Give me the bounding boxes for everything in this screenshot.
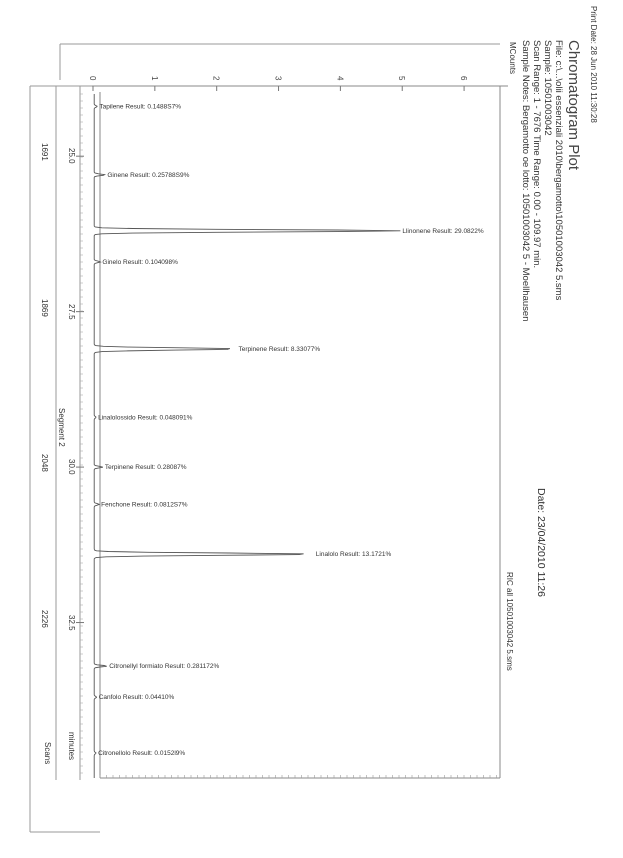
peak-label: Citronellyl formiato Result: 0.281172%	[109, 663, 220, 671]
x-tick-label: 32.5	[67, 614, 76, 631]
y-tick-label: 0	[88, 76, 97, 81]
print-date: Print Date: 28 Jun 2010 11:30:28	[589, 6, 598, 123]
segment-label: Segment 2	[57, 408, 66, 447]
peak-label: Canfolo Result: 0.04410%	[98, 694, 175, 702]
scan-tick-label: 1869	[40, 298, 49, 317]
y-tick-label: 6	[459, 76, 469, 81]
peak-label: Terpinene Result: 8.33077%	[238, 345, 321, 353]
peak-label: Citronellolo Result: 0.0152l9%	[98, 750, 186, 758]
y-tick-label: 4	[335, 76, 345, 81]
x-tick-label: 25.0	[67, 148, 76, 164]
peak-label: Llinonene Result: 29.0822%	[402, 227, 484, 235]
peak-label: Terpinene Result: 0.28087%	[104, 464, 187, 472]
peak-label: Linalolo Result: 13.1721%	[315, 551, 392, 559]
x-tick-label: 27.5	[67, 303, 76, 320]
y-tick-label: 3	[273, 76, 283, 81]
peak-label: Ginelo Result: 0.104098%	[102, 258, 178, 266]
x-tick-label: 30.0	[67, 459, 76, 475]
scan-range: Scan Range: 1 - 7676 Time Range: 0.00 - 109.97 min.	[531, 40, 542, 269]
peak-label: Tapilene Result: 0.1488S7%	[99, 103, 182, 111]
y-tick-label: 1	[149, 76, 159, 81]
peak-label: Fenchone Result: 0.0812S7%	[101, 501, 188, 509]
scan-tick-label: 2048	[40, 454, 49, 472]
scans-label: Scans	[43, 742, 52, 765]
peak-label: Linalolossido Result: 0.048091%	[98, 414, 193, 422]
sample-notes: Sample Notes: Bergamotto oe lotto: 10501003042 5 - Moellhausen	[520, 40, 531, 322]
y-tick-label: 5	[397, 76, 407, 81]
y-axis-label: MCounts	[508, 42, 517, 75]
page-title: Chromatogram Plot	[565, 40, 582, 171]
scan-tick-label: 1691	[40, 143, 49, 161]
peak-label: Ginene Result: 0.25788S9%	[107, 171, 190, 179]
x-axis-label: minutes	[67, 732, 76, 761]
scan-tick-label: 2226	[40, 609, 49, 628]
y-tick-label: 2	[211, 76, 221, 81]
file-path: File: c:\...\olii essenziali 2010\bergamotto\10501003042 5.sms	[553, 40, 564, 301]
chromatogram-trace	[94, 94, 400, 778]
acquisition-date: Date: 23/04/2010 11:26	[535, 488, 547, 597]
sample-id: Sample: 10501003042	[542, 40, 553, 136]
ric-label: RIC all 10501003042 5.sms	[505, 572, 514, 671]
